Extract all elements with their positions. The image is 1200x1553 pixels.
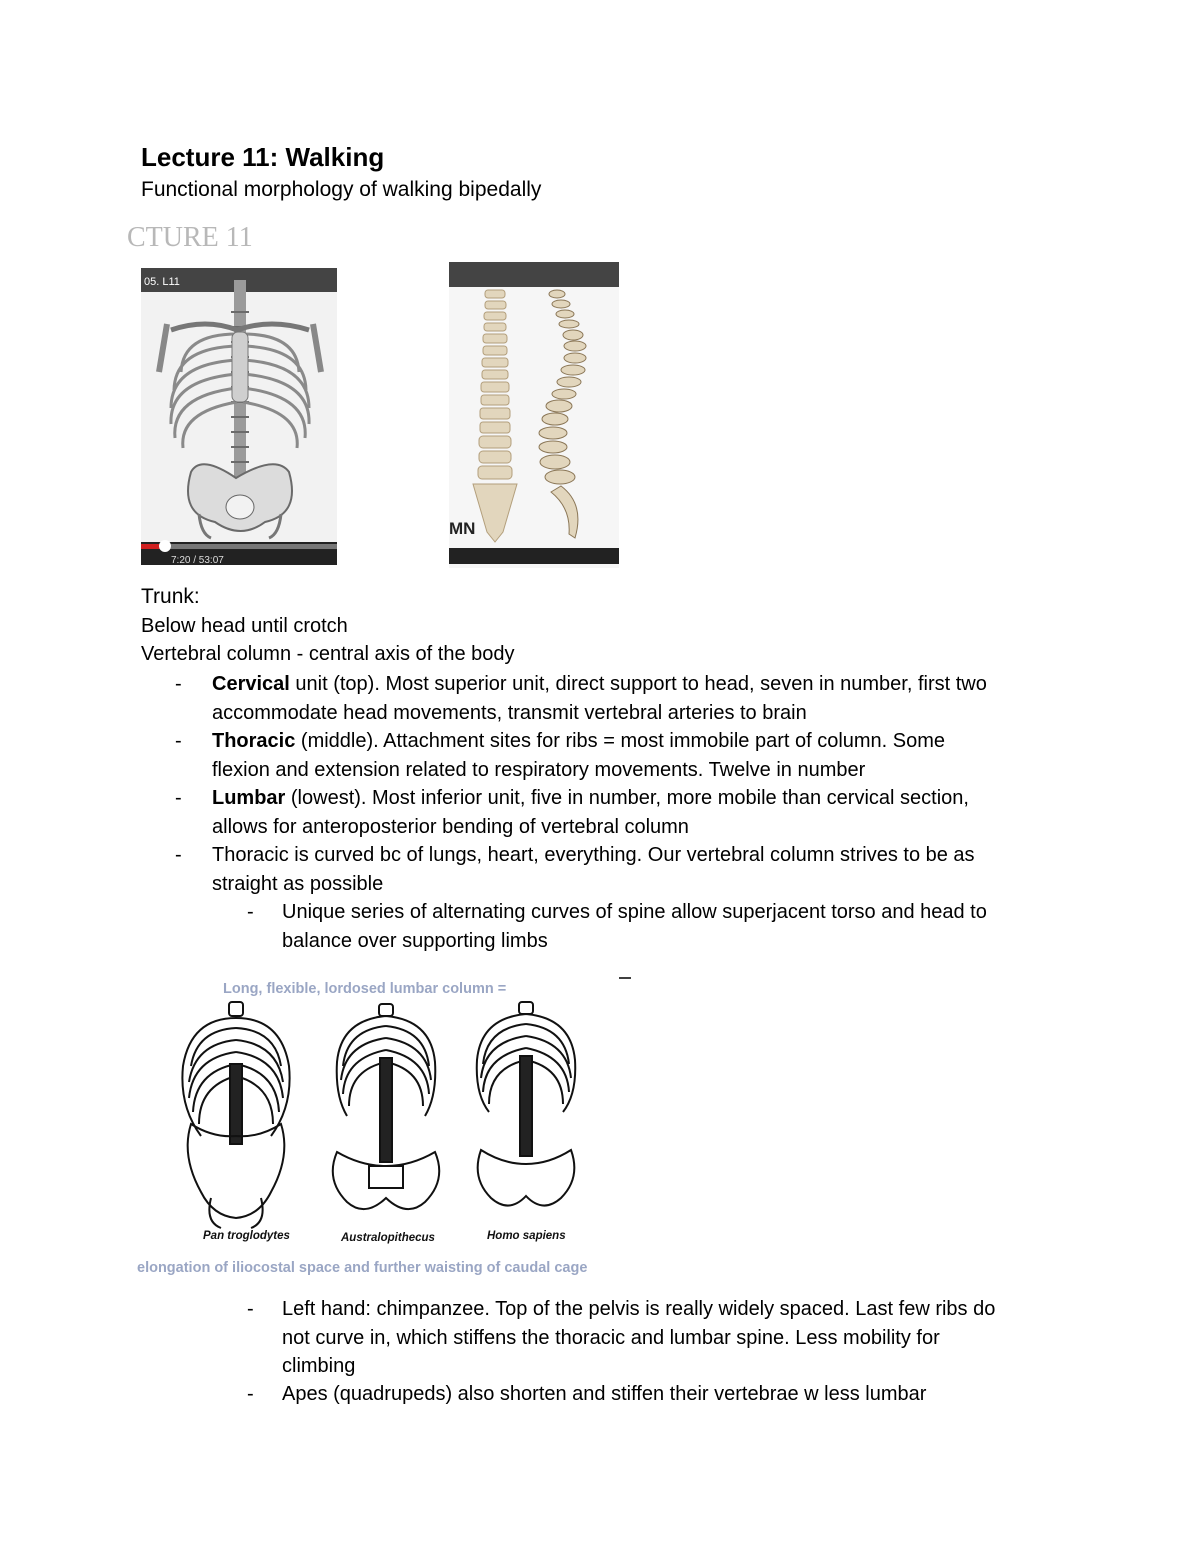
bullet-apes-text: Apes (quadrupeds) also shorten and stiffen their vertebrae w less lumbar: [282, 1383, 927, 1405]
bullet-cervical-term: Cervical: [212, 673, 290, 695]
bullet-chimpanzee-text-2: not curve in, which stiffens the thoracic and lumbar spine. Less mobility for: [282, 1326, 940, 1349]
australopithecus-skeleton: [333, 1004, 439, 1209]
figure-primate-torsos: [137, 966, 641, 1278]
figure2-top-caption: Long, flexible, lordosed lumbar column =: [223, 981, 507, 997]
spine-columns-image: [449, 262, 619, 568]
sub-bullet-text-2: balance over supporting limbs: [282, 929, 548, 952]
page-title: Lecture 11: Walking: [141, 142, 385, 172]
sub-bullet-dash: -: [247, 1383, 254, 1405]
bullet-lumbar-term: Lumbar: [212, 787, 286, 809]
label-homo-sapiens: Homo sapiens: [487, 1230, 566, 1242]
bullet-thoracic-curve-text-2: straight as possible: [212, 872, 384, 895]
bullet-thoracic-term: Thoracic: [212, 730, 296, 752]
bullet-chimpanzee-text-3: climbing: [282, 1355, 356, 1377]
figure1-top-fragment: CTURE 11: [127, 222, 253, 253]
bullet-lumbar-text-2: allows for anteroposterior bending of vertebral column: [212, 815, 689, 838]
label-australopithecus: Australopithecus: [341, 1232, 435, 1244]
trunk-line-2: Vertebral column - central axis of the body: [141, 643, 515, 665]
sub-bullet-dash: -: [247, 1298, 254, 1320]
spine-fragment-label: MN: [449, 519, 476, 538]
video-overlay-label: 05. L11: [144, 276, 180, 288]
sub-bullet-text: Unique series of alternating curves of spine allow superjacent torso and head to: [282, 901, 987, 923]
sub-bullet-dash: -: [247, 901, 254, 923]
bullet-thoracic-curve: [212, 841, 1112, 898]
bullet-apes: [282, 1380, 1142, 1409]
bullet-lumbar-text: (lowest). Most inferior unit, five in number, more mobile than cervical section,: [285, 787, 969, 809]
trunk-line-1: Below head until crotch: [141, 615, 348, 637]
homo-sapiens-skeleton: [477, 1002, 576, 1206]
bullet-dash: -: [175, 730, 182, 752]
figure-skeleton-spine: [127, 222, 621, 568]
label-pan-troglodytes: Pan troglodytes: [203, 1230, 290, 1242]
bullet-thoracic-curve-text: Thoracic is curved bc of lungs, heart, everything. Our vertebral column strives to be as: [212, 844, 975, 866]
bullet-thoracic-text: (middle). Attachment sites for ribs = most immobile part of column. Some: [295, 730, 946, 752]
bullet-chimpanzee-text: Left hand: chimpanzee. Top of the pelvis is really widely spaced. Last few ribs do: [282, 1298, 996, 1320]
bullet-dash: -: [175, 787, 182, 809]
bullet-cervical-text: unit (top). Most superior unit, direct support to head, seven in number, first two: [289, 673, 987, 695]
page-subtitle: Functional morphology of walking bipedally: [141, 178, 542, 201]
figure2-bottom-caption: elongation of iliocostal space and further waisting of caudal cage: [137, 1260, 588, 1276]
trunk-heading: Trunk:: [141, 585, 200, 608]
bullet-thoracic-text-2: flexion and extension related to respiratory movements. Twelve in number: [212, 758, 866, 781]
bullet-dash: -: [175, 844, 182, 866]
bullet-dash: -: [175, 673, 182, 695]
torso-skeleton-image: [141, 268, 337, 566]
bullet-cervical: [212, 670, 1112, 727]
bullet-lumbar: [212, 784, 1112, 841]
bullet-chimpanzee: [282, 1295, 1142, 1381]
sub-bullet-curves: [282, 898, 1142, 955]
bullet-cervical-text-2: accommodate head movements, transmit vertebral arteries to brain: [212, 701, 807, 724]
video-timestamp: 7:20 / 53:07: [171, 555, 224, 566]
pan-troglodytes-skeleton: [182, 1002, 289, 1228]
bullet-thoracic: [212, 727, 1112, 784]
